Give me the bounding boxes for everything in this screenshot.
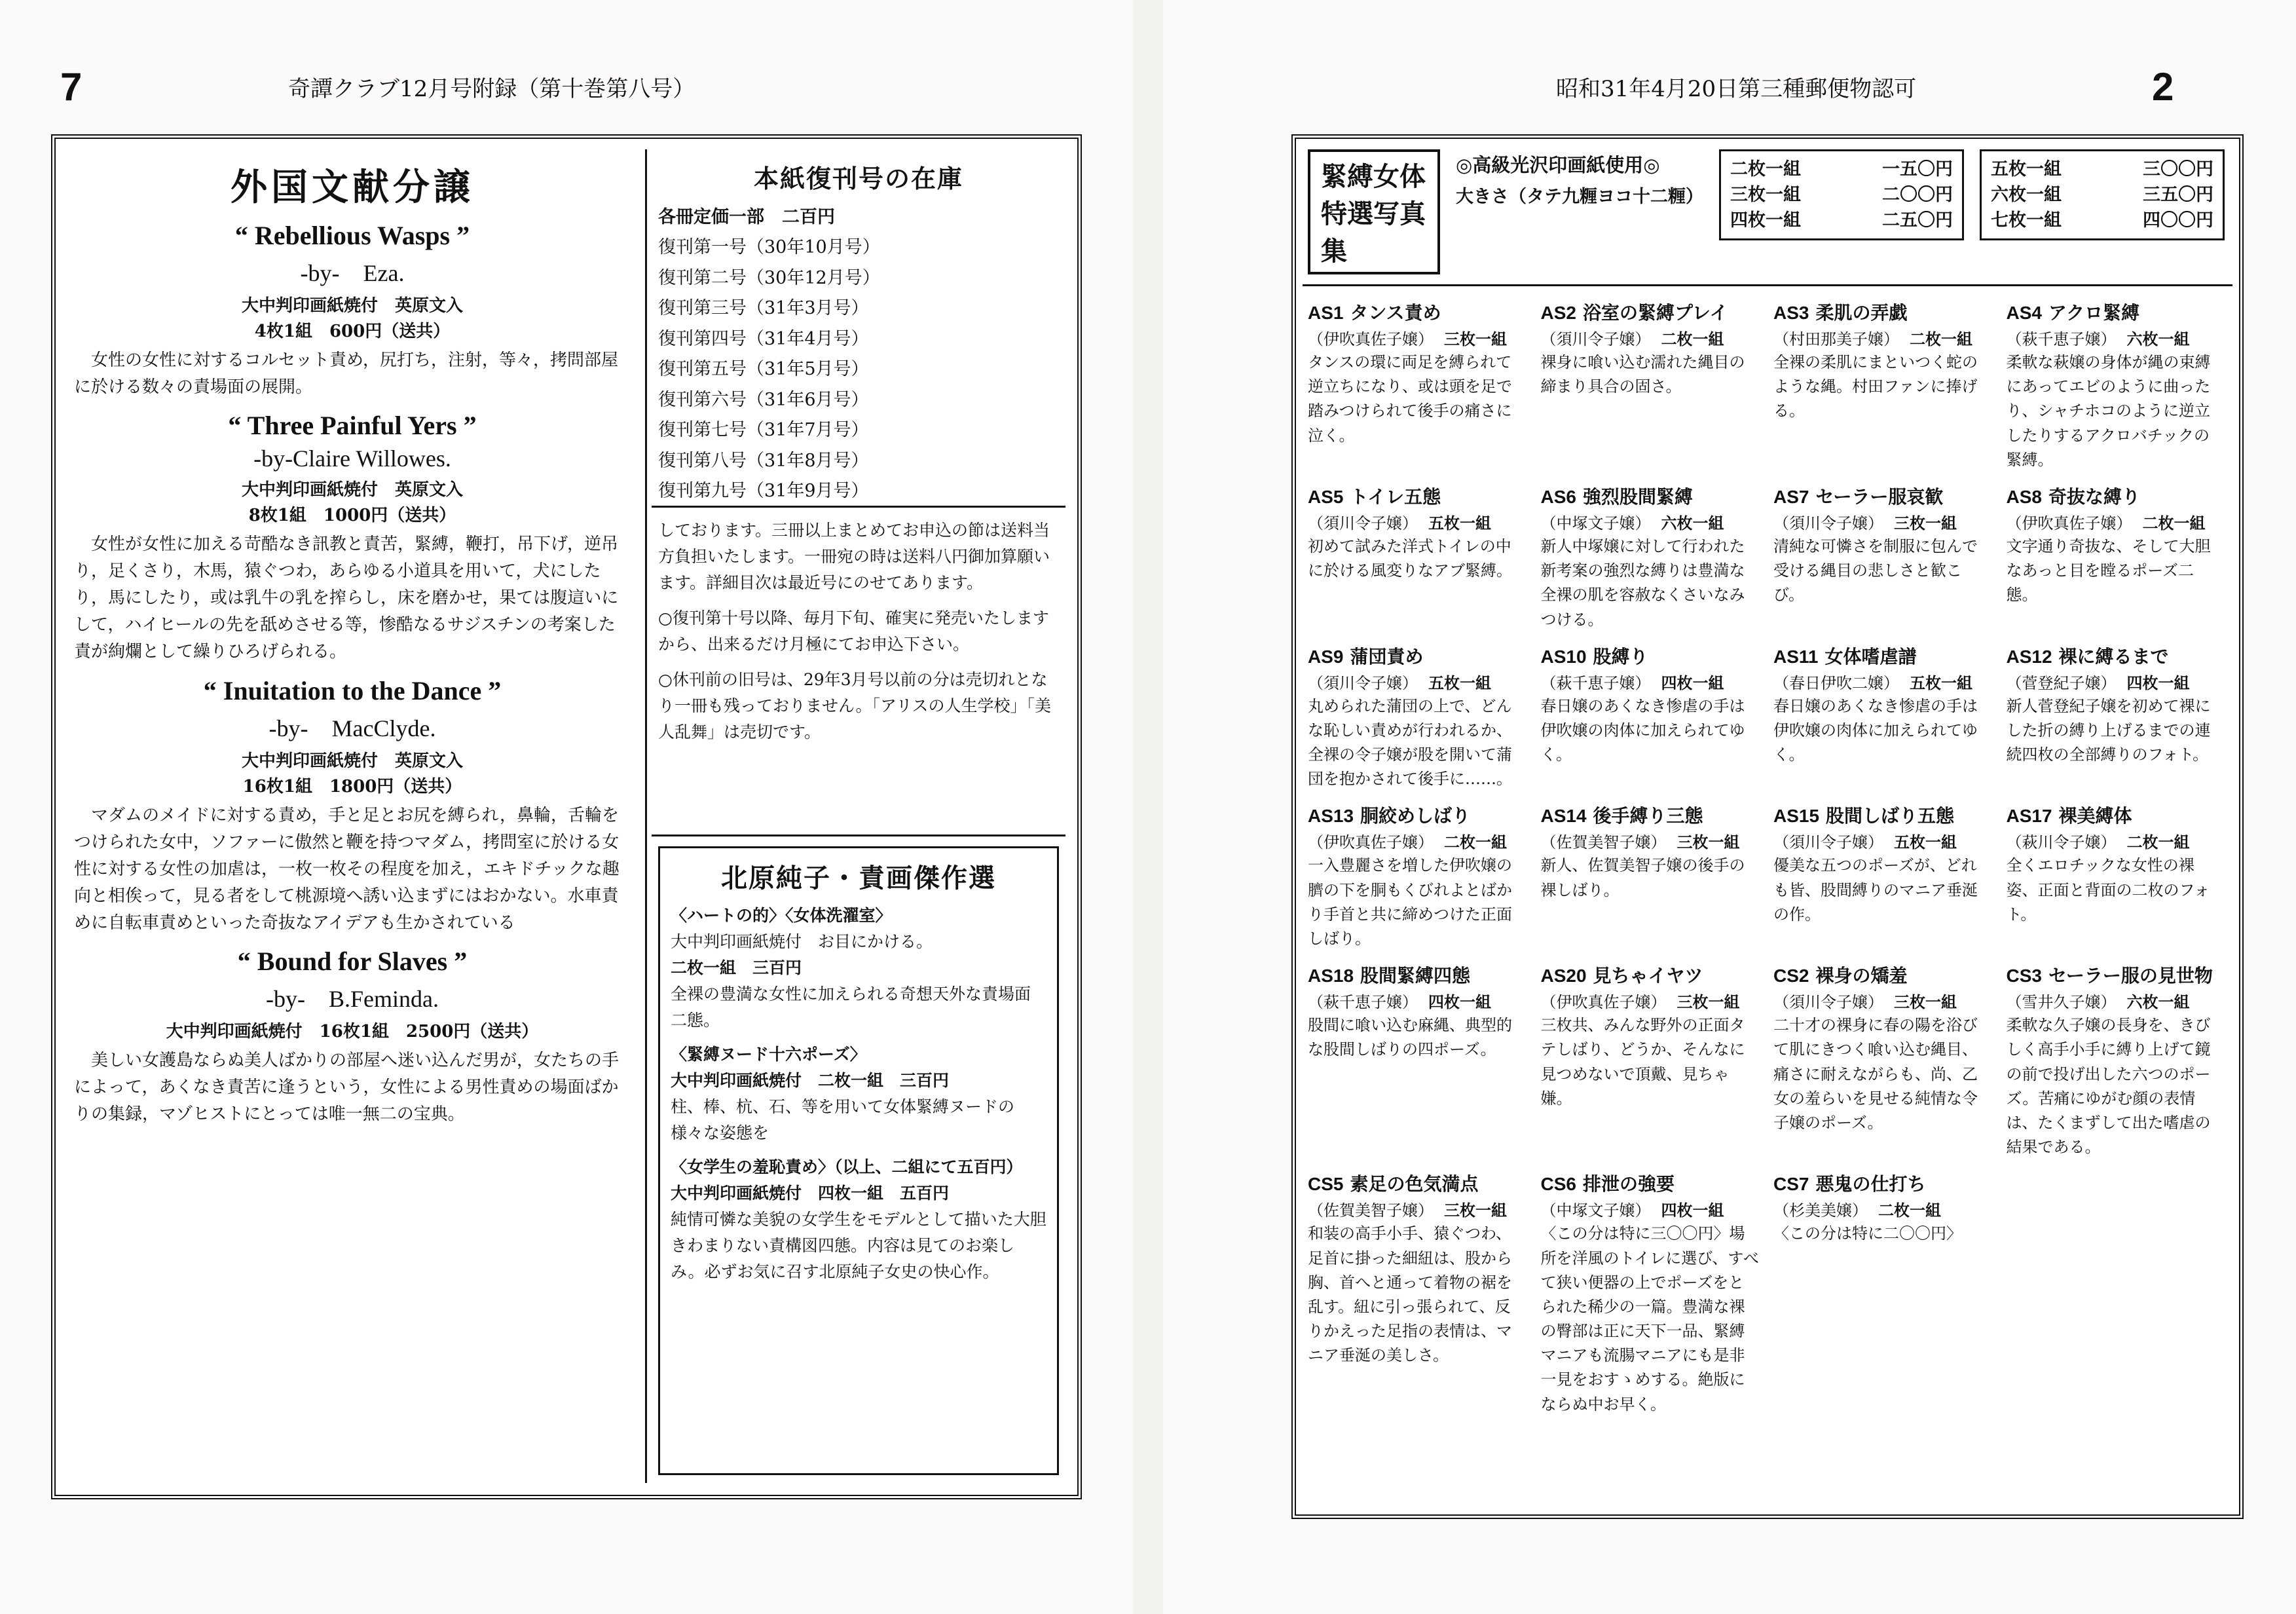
catalog-item-code: AS15	[1773, 806, 1820, 827]
catalog-item	[2007, 797, 2225, 956]
catalog-item-model: （伊吹真佐子嬢）	[2006, 514, 2132, 533]
catalog-item	[1308, 797, 1527, 956]
catalog-item-desc: 春日嬢のあくなき惨虐の手は伊吹嬢の肉体に加えられてゆく。	[1540, 696, 1745, 764]
foreign-item-spec: 大中判印画紙焼付 英原文入	[241, 296, 463, 316]
catalog-item-name: 悪鬼の仕打ち	[1815, 1173, 1926, 1195]
catalog-item-title	[2007, 962, 2225, 988]
catalog-item-title	[1308, 962, 1527, 988]
foreign-item-desc: 女性の女性に対するコルセット責め，尻打ち，注射，等々，拷問部屋に於ける数々の責場面の展開。	[74, 350, 618, 398]
catalog-item-count: 六枚一組	[2126, 329, 2190, 348]
inventory-title: 本紙復刊号の在庫	[753, 164, 963, 193]
foreign-item-desc: 美しい女護島ならぬ美人ばかりの部屋へ迷い込んだ男が，女たちの手によって，あくなき責苦に逢うという，女性による男性責めの場面ばかりの集録，マゾヒストにとっては唯一無二の宝典。	[74, 1050, 620, 1125]
catalog-item	[1308, 956, 1527, 1165]
catalog-item-desc: 全くエロチックな女性の裸姿、正面と背面の二枚のフォト。	[2006, 856, 2210, 924]
section-divider	[652, 506, 1065, 508]
catalog-item-meta	[2007, 989, 2225, 1012]
catalog-item-count: 三枚一組	[1676, 833, 1740, 852]
catalog-item-desc: 和装の高手小手、猿ぐつわ、足首に掛った細紐は、股から胸、首へと通って着物の裾を乱す。紐に引っ張られて、反りかえった足指の表情は、マニア垂涎の美しさ。	[1308, 1224, 1512, 1365]
catalog-item	[2007, 478, 2225, 637]
kitahara-section	[658, 846, 1059, 1475]
catalog-item	[2007, 637, 2225, 797]
catalog-item	[2007, 293, 2225, 478]
price-table	[1719, 149, 1964, 240]
inventory-issue: 復刊第六号（31年6月号）	[658, 389, 869, 410]
catalog-item-code: AS7	[1773, 486, 1809, 507]
catalog-item-model: （佐賀美智子嬢）	[1540, 833, 1667, 852]
catalog-item	[1773, 637, 1992, 797]
catalog-item-count: 三枚一組	[1444, 1201, 1507, 1220]
catalog-item-title	[1541, 1170, 1760, 1196]
kitahara-line: 純情可憐な美貌の女学生をモデルとして描いた大胆きわまりない責構図四態。内容は見てのお楽しみ。必ずお気に召す北原純子女史の快心作。	[671, 1210, 1046, 1281]
catalog-item	[1308, 637, 1527, 797]
price-row: 二枚一組 一五〇円	[1730, 159, 1953, 179]
catalog-item-code: CS3	[2006, 966, 2042, 986]
catalog-item-desc: 清純な可憐さを制服に包んで受ける縄目の悲しさと歓こび。	[1773, 536, 1978, 605]
catalog-item-title	[2007, 643, 2225, 669]
catalog-item-meta	[1773, 670, 1992, 693]
foreign-item-title: “ Three Painful Yers ”	[228, 411, 477, 441]
catalog-item-name: 女体嗜虐譜	[1824, 645, 1917, 667]
catalog-item-name: 裸に縛るまで	[2058, 645, 2169, 667]
foreign-item-title: “ Bound for Slaves ”	[237, 946, 468, 976]
catalog-item-title	[1541, 643, 1760, 669]
catalog-item-meta	[1541, 1197, 1760, 1220]
catalog-item-count: 三枚一組	[1894, 992, 1957, 1012]
catalog-item-meta	[1308, 326, 1527, 349]
catalog-items	[1308, 293, 2225, 1505]
inventory-issue: 復刊第七号（31年7月号）	[658, 420, 869, 441]
catalog-item-model: （杉美美嬢）	[1773, 1201, 1868, 1220]
catalog-item-code: AS4	[2006, 303, 2042, 323]
catalog-item-count: 四枚一組	[1661, 673, 1724, 692]
price-row: 七枚一組 四〇〇円	[1991, 210, 2213, 231]
foreign-item-desc: 女性が女性に加える苛酷なき訊教と責苦，緊縛，鞭打，吊下げ，逆吊り，足くさり，木馬，猿ぐつわ，あらゆる小道具を用いて，犬にしたり，馬にしたり，或は乳牛の乳を搾らし，床を磨かせ，果ては腹這いにして，ハイヒールの先を舐めさせる等，惨酷なるサジスチンの考案した責が絢爛として繰りひろげられる。	[74, 535, 619, 662]
catalog-item-name: トイレ五態	[1350, 485, 1441, 508]
catalog-item-count: 三枚一組	[1444, 329, 1507, 348]
catalog-item-meta	[1308, 829, 1527, 852]
catalog-item-desc: 新人、佐賀美智子嬢の後手の裸しばり。	[1540, 856, 1745, 899]
left-page-number: 7	[60, 65, 83, 109]
inventory-issue: 復刊第九号（31年9月号）	[658, 480, 869, 499]
catalog-item-count: 五枚一組	[1894, 833, 1957, 852]
foreign-item	[67, 220, 637, 401]
inventory-section	[658, 159, 1059, 499]
catalog-item	[1541, 637, 1760, 797]
catalog-item-desc: タンスの環に両足を縛られて逆立ちになり、或は頭を足で踏みつけられて後手の痛さに泣く。	[1308, 353, 1512, 445]
catalog-item-model: （伊吹真佐子嬢）	[1308, 833, 1434, 852]
catalog-item-model: （萩千恵子嬢）	[2006, 330, 2117, 348]
catalog-item-count: 二枚一組	[1444, 833, 1507, 852]
inventory-issue: 復刊第二号（30年12月号）	[658, 267, 880, 288]
foreign-item-title: “ Rebellious Wasps ”	[234, 221, 470, 250]
catalog-item-meta	[1541, 670, 1760, 693]
catalog-item-name: 浴室の緊縛プレイ	[1582, 302, 1728, 324]
catalog-item-code: AS18	[1308, 966, 1354, 986]
catalog-item-model: （菅登紀子嬢）	[2006, 673, 2117, 692]
foreign-item	[67, 946, 637, 1128]
price-row: 六枚一組 三五〇円	[1991, 185, 2213, 206]
catalog-item-count: 五枚一組	[1428, 513, 1491, 533]
catalog-item	[1541, 478, 1760, 637]
catalog-item-desc: 丸められた蒲団の上で、どんな恥しい責めが行われるか、全裸の令子嬢が股を開いて蒲団を抱かされて後手に……。	[1308, 696, 1512, 789]
catalog-item-desc: 初めて試みた洋式トイレの中に於ける風変りなアブ緊縛。	[1308, 536, 1512, 580]
catalog-item-model: （須川令子嬢）	[1308, 673, 1418, 692]
foreign-item-author: -by- B.Feminda.	[266, 985, 439, 1012]
catalog-item-model: （春日伊吹二嬢）	[1773, 673, 1899, 692]
catalog-item-model: （萩千恵子嬢）	[1540, 673, 1651, 692]
catalog-item-code: AS6	[1540, 486, 1576, 507]
mail-order-text: しております。三冊以上まとめてお申込の節は送料当方負担いたします。一冊宛の時は送料八円御加算願います。詳細目次は最近号にのせてあります。	[658, 521, 1050, 592]
catalog-item-meta	[2007, 829, 2225, 852]
catalog-item-title	[1773, 299, 1992, 325]
catalog-item-name: 後手縛り三態	[1593, 805, 1703, 827]
mail-order-text: ○休刊前の旧号は、29年3月号以前の分は売切れとなり一冊も残っておりません。「アリスの人生学校」「美人乱舞」は売切です。	[658, 670, 1052, 741]
catalog-item	[1308, 293, 1527, 478]
section-divider	[1303, 284, 2232, 286]
foreign-item-author: -by- Eza.	[300, 260, 405, 286]
catalog-item-code: AS1	[1308, 303, 1344, 323]
catalog-item-title	[1773, 643, 1992, 669]
catalog-item	[1773, 956, 1992, 1165]
catalog-item-desc: 〈この分は特に三〇〇円〉場所を洋風のトイレに選び、すべて狭い便器の上でポーズをとられた稀少の一篇。豊満な裸の臀部は正に天下一品、緊縛マニアも流腸マニアにも是非一見をおすゝめする。絶版にならぬ中お早く。	[1540, 1224, 1759, 1414]
catalog-item-model: （村田那美子嬢）	[1773, 330, 1899, 348]
catalog-item-code: AS10	[1540, 646, 1587, 667]
catalog-item-meta	[1541, 510, 1760, 533]
right-page-number: 2	[2152, 65, 2174, 109]
catalog-item-model: （雪井久子嬢）	[2006, 993, 2117, 1012]
catalog-item-name: 柔肌の弄戯	[1815, 302, 1908, 324]
catalog-item-code: AS12	[2006, 646, 2052, 667]
catalog-item-count: 五枚一組	[1910, 673, 1972, 692]
right-page-header: 昭和31年4月20日第三種郵便物認可	[1556, 76, 1917, 102]
catalog-item-model: （中塚文子嬢）	[1540, 514, 1651, 533]
catalog-item-model: （須川令子嬢）	[1540, 330, 1651, 348]
catalog-item-count: 二枚一組	[2142, 513, 2206, 533]
catalog-item	[1773, 293, 1992, 478]
kitahara-line: 大中判印画紙焼付 四枚一組 五百円	[671, 1184, 950, 1203]
catalog-item	[1308, 478, 1527, 637]
catalog-item-meta	[1541, 829, 1760, 852]
catalog-item-name: 裸美縛体	[2058, 805, 2132, 827]
catalog-item-title	[1773, 1170, 1992, 1196]
column-divider	[645, 149, 647, 1483]
catalog-item-title	[1773, 962, 1992, 988]
catalog-item-count: 四枚一組	[1428, 992, 1491, 1012]
foreign-item-spec: 大中判印画紙焼付 英原文入	[241, 751, 463, 771]
foreign-item-author: -by- MacClyde.	[268, 715, 436, 741]
catalog-item-name: 排泄の強要	[1582, 1173, 1675, 1195]
catalog-item-code: AS9	[1308, 646, 1344, 667]
inventory-issue: 復刊第五号（31年5月号）	[658, 359, 869, 380]
catalog-item-title	[2007, 802, 2225, 828]
catalog-item-desc: 文字通り奇抜な、そして大胆なあっと目を瞠るポーズ二態。	[2006, 536, 2211, 605]
section-divider	[652, 835, 1065, 836]
catalog-paper-note: ◎高級光沢印画紙使用◎	[1456, 154, 1660, 176]
catalog-item-desc: 二十才の裸身に春の陽を浴びて肌にきつく喰い込む縄目、痛さに耐えながらも、尚、乙女の羞らいを見せる純情な令子嬢のポーズ。	[1773, 1016, 1978, 1132]
inventory-issue: 復刊第三号（31年3月号）	[658, 298, 869, 319]
catalog-item	[1308, 1165, 1527, 1422]
items-grid	[1308, 293, 2225, 1422]
catalog-item	[1541, 797, 1760, 956]
catalog-title: 緊縛女体特選写真集	[1308, 149, 1440, 274]
catalog-item-title	[1308, 1170, 1527, 1196]
kitahara-line: 大中判印画紙焼付 お目にかける。	[671, 932, 933, 951]
catalog-item-name: 強烈股間緊縛	[1582, 485, 1693, 508]
catalog-item-title	[1773, 802, 1992, 828]
catalog-header	[1308, 149, 2225, 280]
catalog-item-meta	[1308, 1197, 1527, 1220]
price-row: 三枚一組 二〇〇円	[1730, 185, 1953, 206]
catalog-item-name: 見ちゃイヤツ	[1593, 965, 1703, 987]
catalog-item-count: 二枚一組	[1878, 1201, 1941, 1220]
catalog-item-meta	[1308, 989, 1527, 1012]
catalog-item-model: （伊吹真佐子嬢）	[1540, 993, 1667, 1012]
catalog-item-code: AS5	[1308, 486, 1344, 507]
right-page	[1163, 0, 2296, 1614]
price-row: 四枚一組 二五〇円	[1730, 210, 1953, 231]
kitahara-line: 〈女学生の羞恥責め〉（以上、二組にて五百円）	[671, 1157, 1023, 1176]
inventory-price-note: 各冊定価一部 二百円	[658, 207, 835, 227]
catalog-item-model: （佐賀美智子嬢）	[1308, 1201, 1434, 1220]
catalog-item-code: AS8	[2006, 486, 2042, 507]
catalog-item-name: 股縛り	[1593, 645, 1648, 667]
catalog-item-meta	[2007, 510, 2225, 533]
catalog-item-title	[1541, 802, 1760, 828]
catalog-item-meta	[1773, 829, 1992, 852]
foreign-item-price: 16枚1組 1800円（送共）	[242, 776, 462, 797]
catalog-item-desc: 優美な五つのポーズが、どれも皆、股間縛りのマニア垂涎の作。	[1773, 856, 1978, 924]
mail-order-text: ○復刊第十号以降、毎月下旬、確実に発売いたしますから、出来るだけ月極にてお申込下さい。	[658, 609, 1049, 654]
catalog-item-name: 胴絞めしばり	[1360, 805, 1471, 827]
catalog-item-count: 三枚一組	[1894, 513, 1957, 533]
foreign-title: 外国文献分譲	[231, 166, 474, 209]
catalog-item-title	[1541, 483, 1760, 509]
catalog-item-code: AS17	[2006, 806, 2052, 827]
foreign-item	[67, 675, 637, 937]
catalog-item-desc: 一入豊麗さを増した伊吹嬢の臍の下を胴もくびれよとばかり手首と共に締めつけた正面しばり。	[1308, 856, 1512, 948]
catalog-item	[1541, 956, 1760, 1165]
catalog-item-meta	[1308, 510, 1527, 533]
catalog-item-title	[1308, 299, 1527, 325]
catalog-item-count: 六枚一組	[2126, 992, 2190, 1012]
catalog-item	[1773, 1165, 1992, 1422]
inventory-issue: 復刊第八号（31年8月号）	[658, 450, 869, 471]
foreign-item	[67, 410, 637, 666]
catalog-item-desc: 三枚共、みんな野外の正面タテしばり、どうか、そんなに見つめないで頂戴、見ちゃ嫌。	[1540, 1016, 1745, 1108]
foreign-item-spec: 大中判印画紙焼付 16枚1組 2500円（送共）	[166, 1021, 539, 1042]
catalog-item	[1541, 1165, 1760, 1422]
catalog-item-name: 素足の色気満点	[1350, 1173, 1479, 1195]
catalog-item-name: セーラー服の見世物	[2048, 965, 2213, 987]
catalog-item-meta	[2007, 326, 2225, 349]
kitahara-line: 柱、棒、杭、石、等を用いて女体緊縛ヌードの様々な姿態を	[671, 1097, 1015, 1142]
catalog-item-model: （須川令子嬢）	[1773, 833, 1883, 852]
catalog-item-meta	[2007, 670, 2225, 693]
price-table	[1980, 149, 2225, 240]
foreign-item-desc: マダムのメイドに対する責め，手と足とお尻を縛られ，鼻輪，舌輪をつけられた女中，ソファーに傲然と鞭を持つマダム，拷問室に於ける女性に対する女性の加虐は，一枚一枚その程度を加え，エキドチックな趣向と相俟って，見る者をして桃源境へ誘い込まずにはおかない。水車責めに自転車責めといった奇抜なアイデアも生かされている	[74, 805, 620, 933]
catalog-item-meta	[1773, 510, 1992, 533]
catalog-item-name: 股間緊縛四態	[1360, 965, 1471, 987]
catalog-item-desc: 柔軟な久子嬢の長身を、きびしく高手小手に縛り上げて鏡の前で投げ出した六つのポーズ。苦痛にゆがむ顔の表情は、たくまずして出た嗜虐の結果である。	[2006, 1016, 2211, 1157]
right-frame	[1291, 134, 2244, 1519]
foreign-item-spec: 大中判印画紙焼付 英原文入	[241, 480, 463, 500]
catalog-item-code: CS6	[1540, 1174, 1576, 1195]
catalog-item-title	[1541, 299, 1760, 325]
catalog-item-count: 三枚一組	[1676, 992, 1740, 1012]
catalog-item-title	[2007, 483, 2225, 509]
catalog-item-title	[1308, 483, 1527, 509]
kitahara-title: 北原純子・責画傑作選	[721, 863, 996, 893]
catalog-item	[2007, 956, 2225, 1165]
left-page	[0, 0, 1133, 1614]
catalog-item-code: AS13	[1308, 806, 1354, 827]
foreign-item-price: 4枚1組 600円（送共）	[254, 322, 451, 341]
catalog-item-title	[1773, 483, 1992, 509]
catalog-item-code: AS14	[1540, 806, 1587, 827]
kitahara-line: 二枚一組 三百円	[671, 958, 802, 977]
catalog-item-title	[1541, 962, 1760, 988]
catalog-item-desc: 春日嬢のあくなき惨虐の手は伊吹嬢の肉体に加えられてゆく。	[1773, 696, 1978, 764]
catalog-item-name: セーラー服哀歓	[1815, 485, 1944, 508]
catalog-item-meta	[1773, 1197, 1992, 1220]
catalog-item-code: CS5	[1308, 1174, 1344, 1195]
catalog-item-code: CS7	[1773, 1174, 1809, 1195]
catalog-item-name: アクロ緊縛	[2048, 302, 2140, 324]
catalog-item-count: 六枚一組	[1661, 513, 1724, 533]
catalog-item	[1773, 478, 1992, 637]
kitahara-line: 〈ハートの的〉〈女体洗濯室〉	[671, 906, 892, 925]
catalog-item-model: （須川令子嬢）	[1773, 993, 1883, 1012]
catalog-item-name: タンス責め	[1350, 302, 1441, 324]
catalog-item-model: （須川令子嬢）	[1308, 514, 1418, 533]
catalog-item-count: 二枚一組	[1661, 329, 1724, 348]
catalog-item-desc: 〈この分は特に二〇〇円〉	[1773, 1224, 1962, 1243]
catalog-item-meta	[1308, 670, 1527, 693]
catalog-item-model: （伊吹真佐子嬢）	[1308, 330, 1434, 348]
catalog-item-desc: 全裸の柔肌にまといつく蛇のような縄。村田ファンに捧げる。	[1773, 353, 1978, 421]
catalog-item-desc: 股間に喰い込む麻縄、典型的な股間しばりの四ポーズ。	[1308, 1016, 1512, 1059]
catalog-item-title	[2007, 299, 2225, 325]
catalog-item-code: AS20	[1540, 966, 1587, 986]
catalog-size-note: 大きさ（タテ九糎ヨコ十二糎）	[1456, 186, 1703, 207]
catalog-item-name: 奇抜な縛り	[2048, 485, 2140, 508]
inventory-issue: 復刊第四号（31年4月号）	[658, 328, 869, 349]
foreign-item-price: 8枚1組 1000円（送共）	[248, 506, 456, 526]
price-row: 五枚一組 三〇〇円	[1991, 159, 2213, 179]
catalog-item-desc: 新人中塚嬢に対して行われた新考案の強烈な縛りは豊満な全裸の肌を容赦なくさいなみつける。	[1540, 536, 1745, 629]
catalog-item-meta	[1541, 989, 1760, 1012]
catalog-item-count: 五枚一組	[1428, 673, 1491, 692]
catalog-item-meta	[1773, 989, 1992, 1012]
catalog-item-count: 四枚一組	[2126, 673, 2190, 692]
kitahara-line: 〈緊縛ヌード十六ポーズ〉	[671, 1045, 866, 1064]
catalog-item-title	[1308, 643, 1527, 669]
catalog-item-code: CS2	[1773, 966, 1809, 986]
mail-order-section	[658, 517, 1059, 825]
catalog-item	[1773, 797, 1992, 956]
catalog-item-name: 股間しばり五態	[1826, 805, 1955, 827]
kitahara-line: 大中判印画紙焼付 二枚一組 三百円	[671, 1071, 950, 1090]
catalog-item-name: 裸身の矯羞	[1815, 965, 1908, 987]
catalog-item-count: 二枚一組	[2126, 833, 2190, 852]
left-frame	[51, 134, 1082, 1499]
catalog-item-code: AS2	[1540, 303, 1576, 323]
catalog-item-model: （萩川令子嬢）	[2006, 833, 2117, 852]
kitahara-line: 全裸の豊満な女性に加えられる奇想天外な責場面二態。	[671, 985, 1031, 1030]
catalog-item-model: （須川令子嬢）	[1773, 514, 1883, 533]
foreign-item-title: “ Inuitation to the Dance ”	[203, 675, 502, 705]
inventory-issue: 復刊第一号（30年10月号）	[658, 237, 880, 258]
catalog-item-desc: 裸身に喰い込む濡れた縄目の締まり具合の固さ。	[1540, 353, 1745, 396]
catalog-item-desc: 柔軟な萩嬢の身体が縄の束縛にあってエビのように曲ったり、シャチホコのように逆立したりするアクロバチックの緊縛。	[2006, 353, 2211, 469]
catalog-item-meta	[1773, 326, 1992, 349]
catalog-item-model: （中塚文子嬢）	[1540, 1201, 1651, 1220]
catalog-item-code: AS3	[1773, 303, 1809, 323]
catalog-item-code: AS11	[1773, 646, 1819, 667]
left-page-header: 奇譚クラブ12月号附録（第十巻第八号）	[288, 76, 695, 102]
catalog-item	[1541, 293, 1760, 478]
catalog-item-title	[1308, 802, 1527, 828]
catalog-item-name: 蒲団責め	[1350, 645, 1424, 667]
catalog-item-count: 四枚一組	[1661, 1201, 1724, 1220]
foreign-item-author: -by-Claire Willowes.	[253, 445, 451, 472]
catalog-item-count: 二枚一組	[1910, 329, 1972, 348]
catalog-item-meta	[1541, 326, 1760, 349]
catalog-item-desc: 新人菅登紀子嬢を初めて裸にした折の縛り上げるまでの連続四枚の全部縛りのフォト。	[2006, 696, 2211, 764]
catalog-item-model: （萩千恵子嬢）	[1308, 993, 1418, 1012]
foreign-literature-section	[67, 151, 637, 1480]
